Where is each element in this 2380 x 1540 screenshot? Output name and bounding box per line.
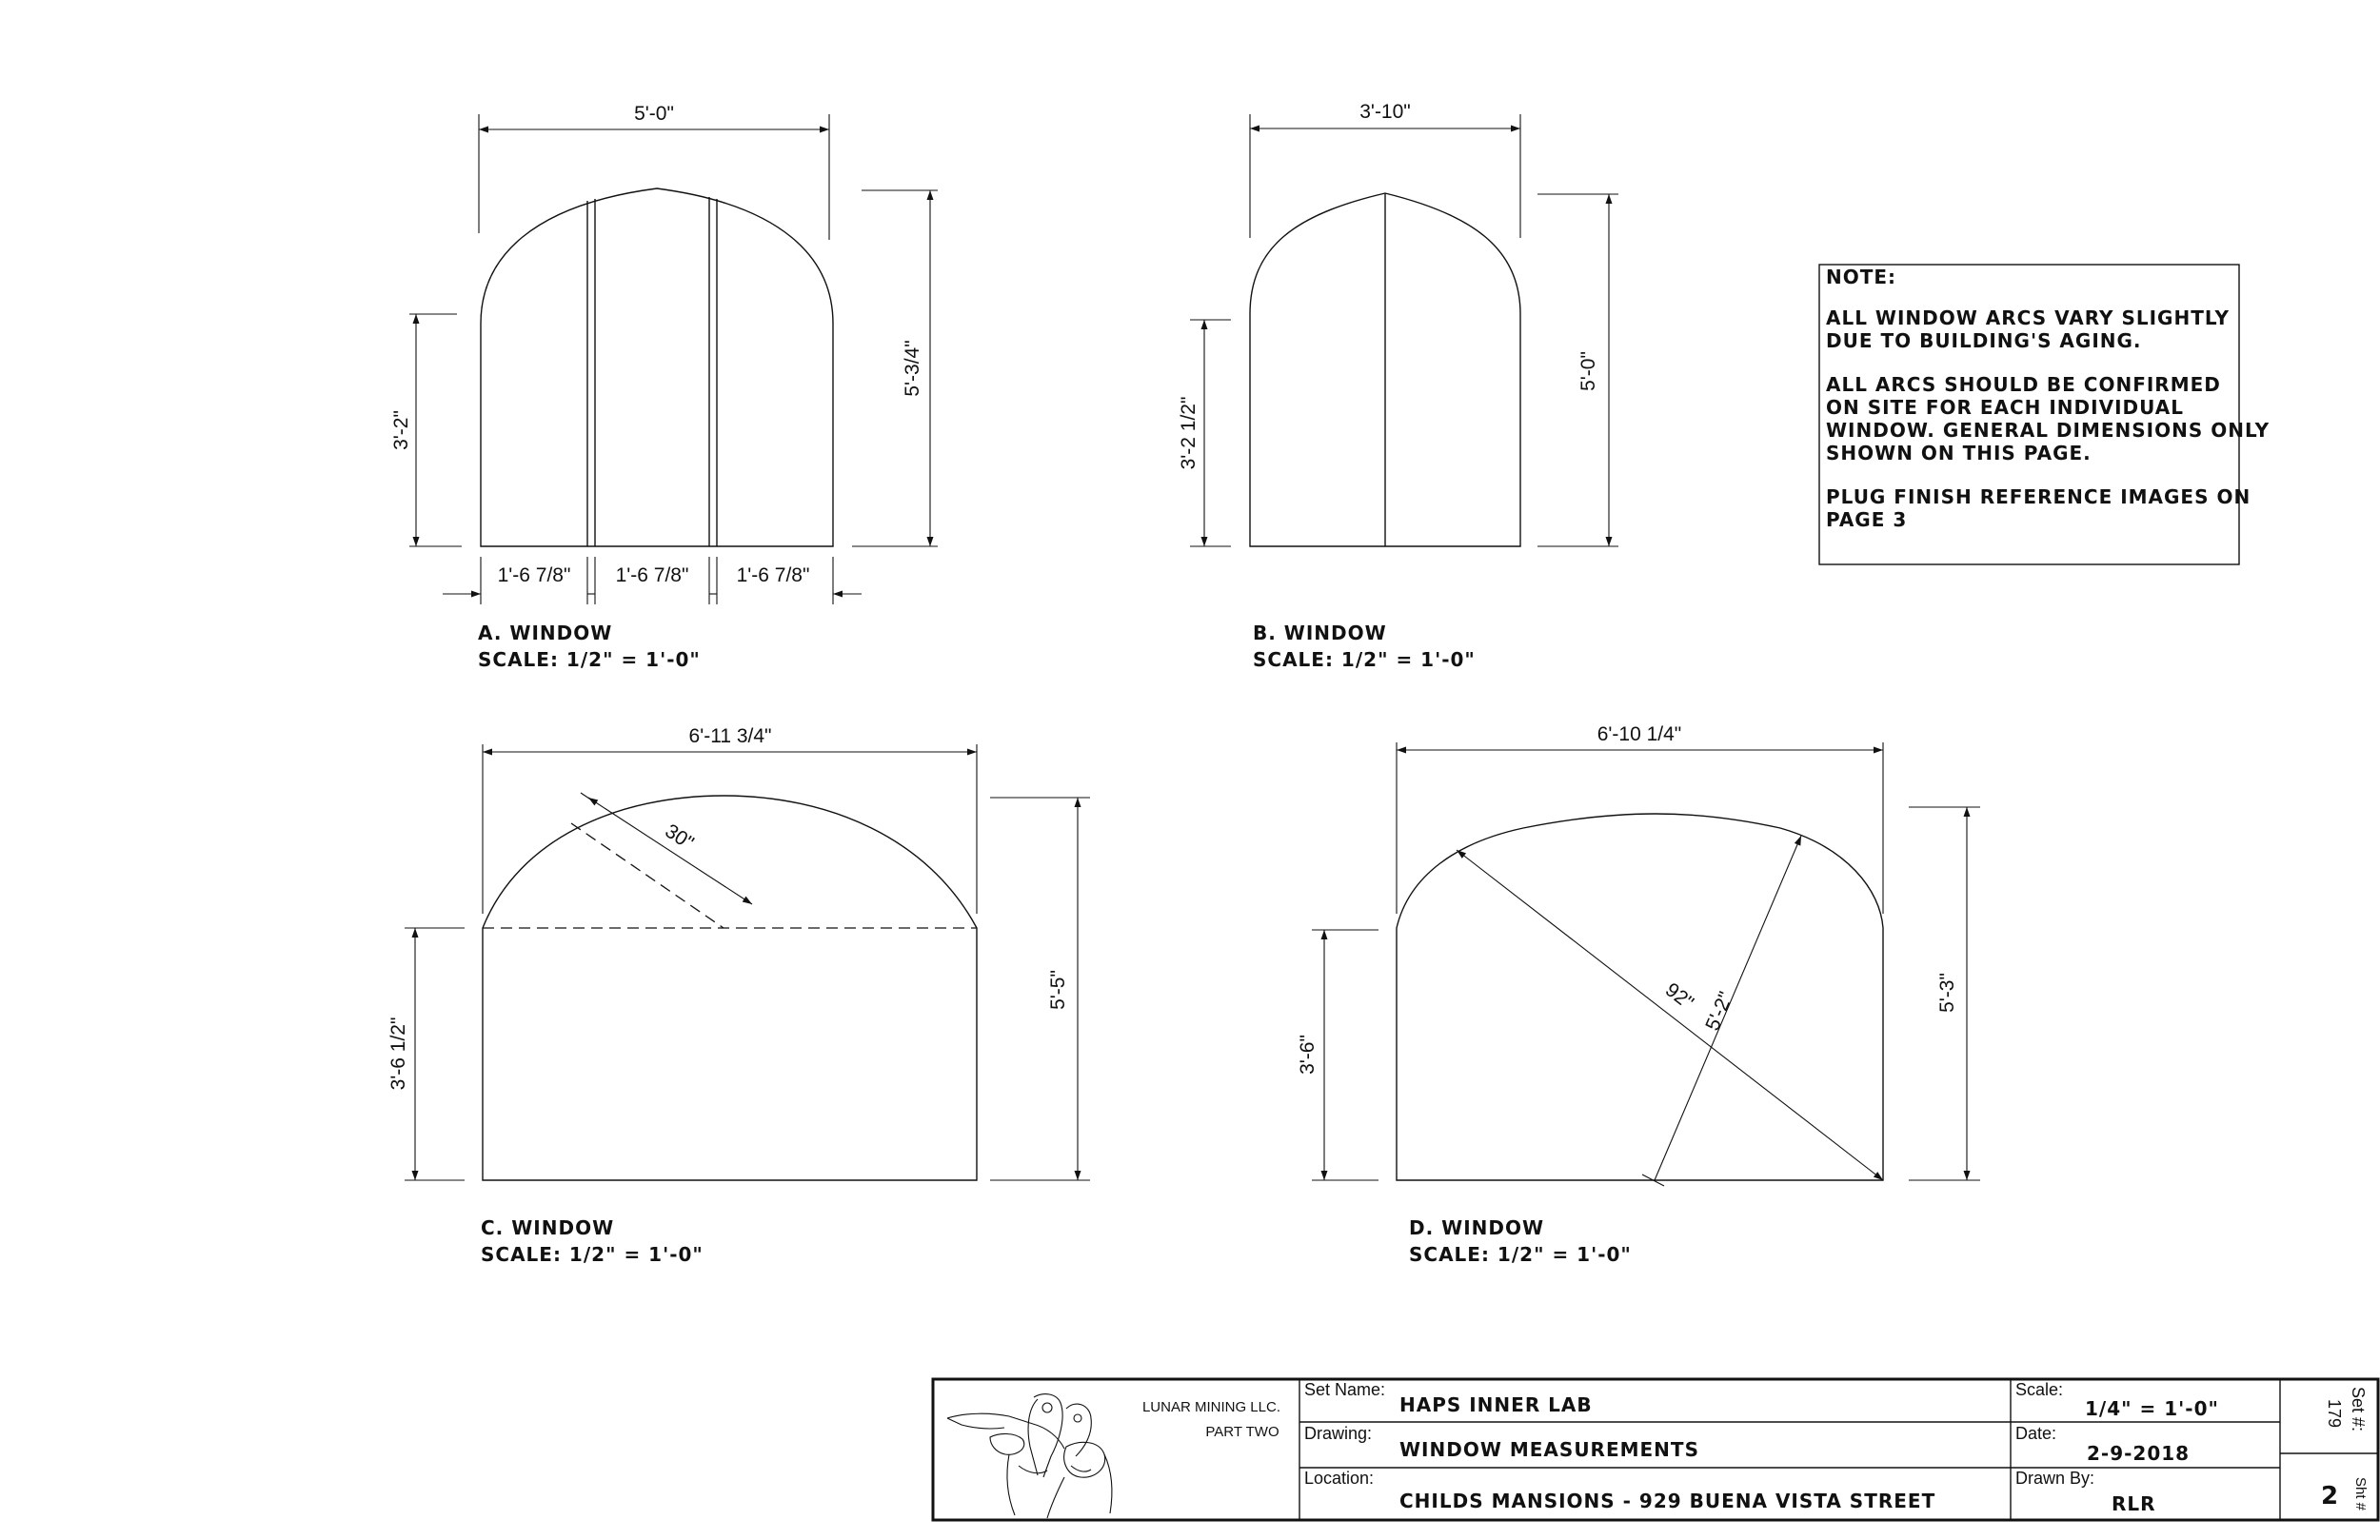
company-name: LUNAR MINING LLC. bbox=[1141, 1399, 1280, 1415]
note-p2-line3: WINDOW. GENERAL DIMENSIONS ONLY bbox=[1826, 419, 2271, 442]
window-d-outline bbox=[1397, 814, 1883, 1180]
window-a-scale: SCALE: 1/2" = 1'-0" bbox=[478, 648, 701, 671]
window-a-bottom-dim-3: 1'-6 7/8" bbox=[736, 564, 810, 586]
window-c-left-height-label: 3'-6 1/2" bbox=[387, 1017, 409, 1091]
note-box bbox=[1819, 265, 2270, 564]
window-a-bottom-dim-2: 1'-6 7/8" bbox=[615, 564, 689, 586]
date-value: 2-9-2018 bbox=[2087, 1442, 2191, 1465]
drawing-value: WINDOW MEASUREMENTS bbox=[1399, 1438, 1699, 1461]
window-c-width-label: 6'-11 3/4" bbox=[688, 725, 772, 747]
set-name-value: HAPS INNER LAB bbox=[1399, 1393, 1593, 1416]
window-d-caption: D. WINDOW bbox=[1409, 1216, 1545, 1239]
window-c-radius-dimension bbox=[588, 798, 752, 904]
window-c-right-height-label: 5'-5" bbox=[1047, 970, 1069, 1010]
window-d-diagonal-92-label: 92" bbox=[1660, 978, 1698, 1015]
set-name-label: Set Name: bbox=[1304, 1380, 1386, 1399]
location-label: Location: bbox=[1304, 1469, 1375, 1488]
note-p1-line2: DUE TO BUILDING'S AGING. bbox=[1826, 329, 2142, 352]
company-part: PART TWO bbox=[1205, 1424, 1279, 1440]
drawn-by-value: RLR bbox=[2112, 1492, 2156, 1515]
window-d-left-height-label: 3'-6" bbox=[1297, 1035, 1319, 1075]
window-c-scale: SCALE: 1/2" = 1'-0" bbox=[481, 1243, 704, 1266]
window-c-caption: C. WINDOW bbox=[481, 1216, 615, 1239]
window-b-left-height-label: 3'-2 1/2" bbox=[1178, 396, 1200, 470]
window-d-diagonal-92 bbox=[1457, 850, 1883, 1180]
window-b-right-height-label: 5'-0" bbox=[1577, 351, 1599, 391]
window-b-caption: B. WINDOW bbox=[1253, 622, 1387, 644]
note-p3-line2: PAGE 3 bbox=[1826, 508, 1908, 531]
set-number-value: 179 bbox=[2325, 1399, 2344, 1429]
note-p2-line4: SHOWN ON THIS PAGE. bbox=[1826, 442, 2092, 464]
window-b-scale: SCALE: 1/2" = 1'-0" bbox=[1253, 648, 1476, 671]
window-c-drawing bbox=[387, 725, 1090, 1266]
scale-label: Scale: bbox=[2015, 1380, 2064, 1399]
title-block bbox=[933, 1379, 2378, 1520]
window-b-width-label: 3'-10" bbox=[1359, 101, 1411, 123]
note-p1-line1: ALL WINDOW ARCS VARY SLIGHTLY bbox=[1826, 306, 2230, 329]
date-label: Date: bbox=[2015, 1424, 2057, 1443]
window-a-width-label: 5'-0" bbox=[634, 103, 674, 125]
sheet-number-value: 2 bbox=[2321, 1482, 2340, 1510]
window-b-drawing bbox=[1178, 101, 1618, 671]
window-a-caption: A. WINDOW bbox=[478, 622, 613, 644]
set-number-label: Set #: bbox=[2349, 1387, 2368, 1432]
hands-sketch-logo bbox=[947, 1394, 1112, 1518]
drawing-label: Drawing: bbox=[1304, 1424, 1373, 1443]
window-c-radius-label: 30" bbox=[661, 819, 698, 855]
window-d-right-height-label: 5'-3" bbox=[1936, 973, 1958, 1013]
window-a-bottom-dim-1: 1'-6 7/8" bbox=[497, 564, 571, 586]
note-p3-line1: PLUG FINISH REFERENCE IMAGES ON bbox=[1826, 485, 2251, 508]
location-value: CHILDS MANSIONS - 929 BUENA VISTA STREET bbox=[1399, 1490, 1936, 1512]
window-d-diagonal-52-label: 5'-2" bbox=[1701, 988, 1737, 1035]
sheet-number-label: Sht # bbox=[2352, 1477, 2369, 1511]
drawn-by-label: Drawn By: bbox=[2015, 1469, 2095, 1488]
window-d-scale: SCALE: 1/2" = 1'-0" bbox=[1409, 1243, 1632, 1266]
window-d-width-label: 6'-10 1/4" bbox=[1597, 723, 1682, 745]
window-d-drawing bbox=[1297, 723, 1980, 1266]
note-p2-line2: ON SITE FOR EACH INDIVIDUAL bbox=[1826, 396, 2184, 419]
window-a-outline bbox=[481, 188, 833, 546]
window-a-right-height-label: 5'-3/4" bbox=[902, 340, 923, 397]
note-title: NOTE: bbox=[1826, 266, 1897, 288]
window-a-drawing bbox=[390, 103, 938, 671]
window-c-outline bbox=[483, 796, 977, 1180]
scale-value: 1/4" = 1'-0" bbox=[2085, 1397, 2219, 1420]
window-a-left-height-label: 3'-2" bbox=[390, 410, 412, 450]
note-p2-line1: ALL ARCS SHOULD BE CONFIRMED bbox=[1826, 373, 2221, 396]
